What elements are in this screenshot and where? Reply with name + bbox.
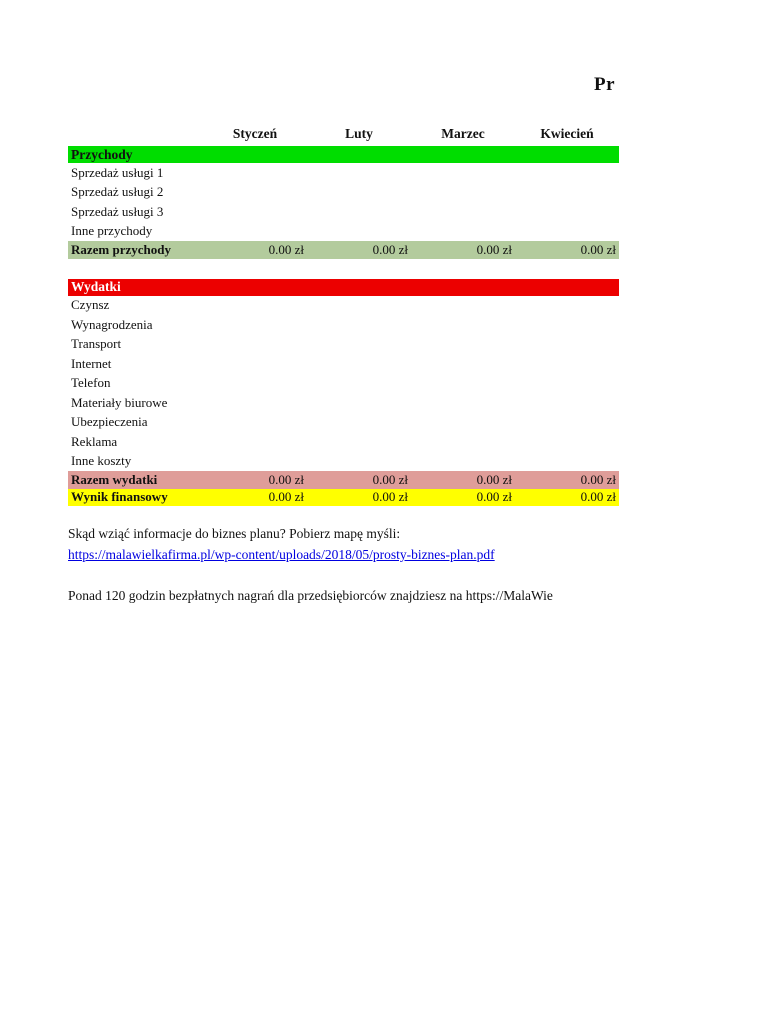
expenses-total-value: 0.00 zł [268, 471, 304, 487]
expense-row-label: Transport [71, 336, 122, 352]
revenue-section-header [68, 146, 619, 163]
revenue-row-label: Inne przychody [71, 223, 153, 239]
revenue-total-value: 0.00 zł [476, 241, 512, 257]
budget-table [68, 124, 619, 506]
expenses-total-value: 0.00 zł [580, 471, 616, 487]
expense-row [68, 315, 619, 335]
financial-result-value: 0.00 zł [372, 489, 408, 505]
expenses-total-value: 0.00 zł [372, 471, 408, 487]
expense-row [68, 374, 619, 394]
month-header-january: Styczeń [232, 126, 278, 141]
revenue-row [68, 183, 619, 203]
expense-row [68, 335, 619, 355]
revenue-row [68, 163, 619, 183]
page-title: Pr [594, 74, 616, 95]
expense-row-label: Czynsz [71, 297, 110, 313]
financial-result-row [68, 489, 619, 507]
promo-text: Ponad 120 godzin bezpłatnych nagrań dla przedsiębiorców znajdziesz na https://MalaWie [68, 588, 553, 603]
financial-result-value: 0.00 zł [476, 489, 512, 505]
section-spacer [68, 259, 619, 279]
revenue-row-label: Sprzedaż usługi 2 [71, 184, 164, 200]
revenue-row-label: Sprzedaż usługi 1 [71, 164, 164, 180]
financial-result-label: Wynik finansowy [71, 489, 168, 505]
revenue-total-row [68, 241, 619, 259]
revenue-total-value: 0.00 zł [268, 241, 304, 257]
expenses-section-label: Wydatki [71, 279, 121, 294]
biznes-plan-link[interactable]: https://malawielkafirma.pl/wp-content/uploads/2018/05/prosty-biznes-plan.pdf [68, 547, 495, 562]
expense-row-label: Materiały biurowe [71, 394, 168, 410]
revenue-row-label: Sprzedaż usługi 3 [71, 203, 164, 219]
expense-row-label: Wynagrodzenia [71, 316, 153, 332]
expense-row-label: Inne koszty [71, 453, 132, 469]
expense-row-label: Ubezpieczenia [71, 414, 148, 430]
expenses-total-row [68, 471, 619, 489]
revenue-total-value: 0.00 zł [580, 241, 616, 257]
months-header-row [68, 124, 619, 144]
month-header-march: Marzec [441, 126, 485, 141]
revenue-total-label: Razem przychody [71, 241, 172, 257]
info-text: Skąd wziąć informacje do biznes planu? Pobierz mapę myśli: [68, 526, 401, 541]
expenses-total-label: Razem wydatki [71, 471, 158, 487]
expense-row-label: Reklama [71, 433, 118, 449]
expense-row [68, 354, 619, 374]
month-header-february: Luty [345, 126, 373, 141]
expense-row-label: Internet [71, 355, 112, 371]
expense-row [68, 413, 619, 433]
footer-notes [68, 524, 728, 606]
expense-row [68, 452, 619, 472]
expenses-total-value: 0.00 zł [476, 471, 512, 487]
financial-result-value: 0.00 zł [268, 489, 304, 505]
month-header-april: Kwiecień [540, 126, 594, 141]
expenses-section-header [68, 279, 619, 296]
expense-row [68, 393, 619, 413]
revenue-row [68, 222, 619, 242]
financial-result-value: 0.00 zł [580, 489, 616, 505]
expense-row-label: Telefon [71, 375, 111, 391]
revenue-row [68, 202, 619, 222]
revenue-section-label: Przychody [71, 146, 133, 162]
revenue-total-value: 0.00 zł [372, 241, 408, 257]
expense-row [68, 432, 619, 452]
expense-row [68, 296, 619, 316]
